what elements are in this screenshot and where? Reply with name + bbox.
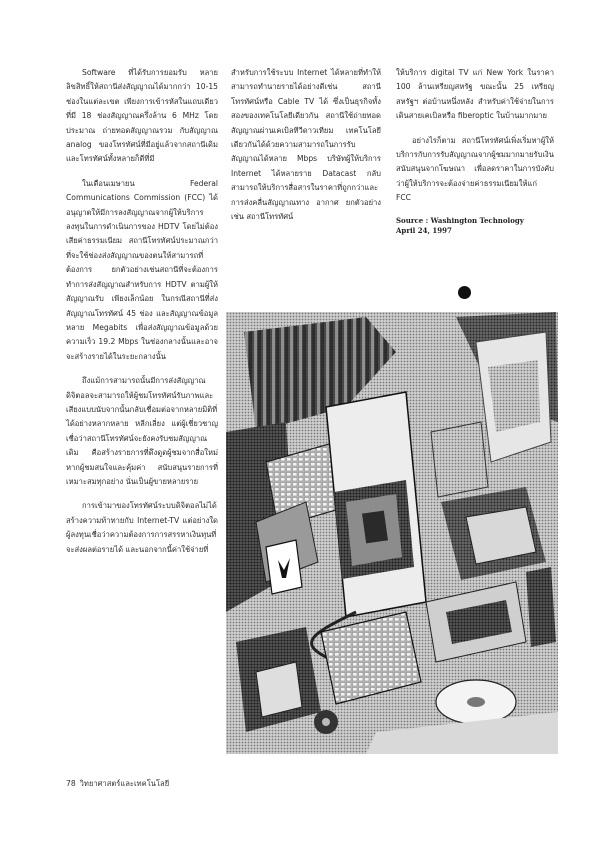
page-footer <box>66 778 173 790</box>
paragraph: ให้บริการ digital TV แก่ New York ในราคา 100 ล้านเหรียญสหรัฐ ขณะนั้น 25 เหรียญสหรัฐฯ ต่อบ้านหนึ่งหลัง สำหรับค่าใช้จ่ายในการเดินสายเคเบิลหรือ fiberoptic ในบ้านมากมาย <box>396 68 554 121</box>
illustration-photo <box>226 312 558 754</box>
publication-name: วิทยาศาสตร์และเทคโนโลยี <box>79 779 170 788</box>
paragraph: Software ที่ได้รับการยอมรับ หลายลิขสิทธิ์ให้สถานีส่งสัญญาณได้มากกว่า 10-15 ช่องในแต่ละเขต เพียงการเข้ารหัสในแถบเดียว ที่มี 18 ช่องสัญญาณครึ่งล้าน 6 MHz โดยประมาณ ถ่ายทอดสัญญาณรวม กับสัญญาณ analog ของโทรทัศน์ที่มีอยู่แล้วจากสถานีเดิม และโทรทัศน์ทั้งหลายก็ดีที่มี <box>66 68 218 164</box>
end-mark-icon <box>458 286 471 299</box>
source-name: Source : Washington Technology <box>396 215 524 225</box>
text-column-2 <box>231 66 381 234</box>
page-number: 78 <box>66 779 76 788</box>
text-column-3 <box>396 66 554 236</box>
paragraph: อย่างไรก็ตาม สถานีโทรทัศน์เพิ่งเริ่มหาผู้ให้บริการกับการรับสัญญาณจากผู้ชมมากมายรับเงินสนับสนุนจากโฆษณา เพื่อลดราคาในการบังคับว่าผู้ให้บริการจะต้องจ่ายค่าธรรมเนียมให้แก่ FCC <box>396 135 554 203</box>
source-credit <box>396 216 554 236</box>
paragraph: ในเดือนเมษายน Federal Communications Commission (FCC) ได้อนุญาตให้มีการลงสัญญาณจากผู้ให้บริการลงทุนในการดำเนินการของ HDTV โดยไม่ต้องเสียค่าธรรมเนียม สถานีโทรทัศน์ประมาณกว่าที่จะใช้ช่องส่งสัญญาณของตนให้สามารถที่ต้องการ ยกตัวอย่างเช่นสถานีที่จะต้องการทำการส่งสัญญาณสำหรับการ HDTV ตามผู้ให้สัญญาณรับ เพียงเล็กน้อย ในกรณีสถานีที่ส่งสัญญาณโทรทัศน์ 45 ช่อง และสัญญาณข้อมูลหลาย Megabits เพื่อส่งสัญญาณข้อมูลด้วยความเร็ว 19.2 Mbps ในช่องกลางนั้นและอาจจะสร้างรายได้ในระยะกลางนั้น <box>66 178 218 361</box>
text-column-1 <box>66 66 218 567</box>
source-date: April 24, 1997 <box>396 225 452 235</box>
paragraph: สำหรับการใช้ระบบ Internet ได้หลายที่ทำให้สามารถทำนายรายได้อย่างดีเช่น สถานีโทรทัศน์หรือ Cable TV ได้ ซึ่งเป็นธุรกิจทั้งสองของเทคโนโลยีเดียวกัน สถานีใช้ถ่ายทอดสัญญาณผ่านเคเบิลทีวีดาวเทียม เทคโนโลยีเดียวกันได้ด้วยความสามารถในการรับสัญญาณได้หลาย Mbps บริษัทผู้ให้บริการ Internet ได้หลายราย Datacast กลับสามารถให้บริการสื่อสารในราคาที่ถูกกว่าและการส่งคลื่นสัญญาณทาง อากาศ ยกตัวอย่างเช่น สถานีโทรทัศน์ <box>231 68 381 222</box>
paragraph: การเข้ามาของโทรทัศน์ระบบดิจิตอลไม่ได้สร้างความท้าทายกับ Internet-TV แต่อย่างใด ผู้ลงทุนเชื่อว่าความต้องการการสรรหาเงินทุนที่จะส่งผลต่อรายได้ และนอกจากนี้ค่าใช้จ่ายที่ <box>66 501 218 554</box>
paragraph: ถึงแม้การสามารถนั้นมีการส่งสัญญาณดิจิตอลจะสามารถให้ผู้ชมโทรทัศน์รับภาพและเสียงแบบนับจากนั้นกลับเชื่อมต่อจากหลายมิติที่ได้อย่างหลากหลาย หลีกเลี่ยง แต่ผู้เชี่ยวชาญเชื่อว่าสถานีโทรทัศน์จะยังคงรับชมสัญญาณเดิม คือสร้างรายการที่ดึงดูดผู้ชมจากสื่อใหม่ หากผู้ชมสนใจและคุ้มค่า สนับสนุนรายการที่เหมาะสมทุกอย่าง นั่นเป็นผู้ขายหลายราย <box>66 376 218 486</box>
